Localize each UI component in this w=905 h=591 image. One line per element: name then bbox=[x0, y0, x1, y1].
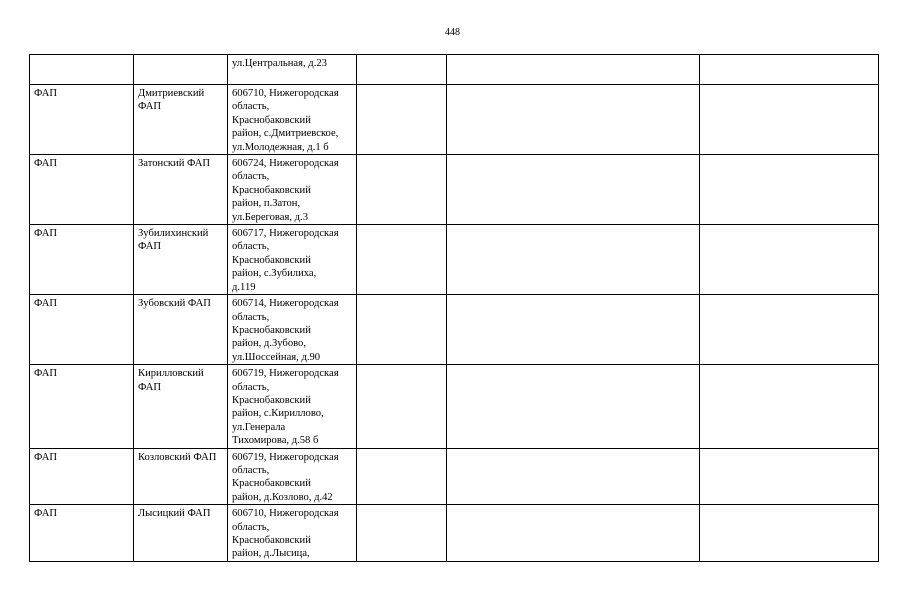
address-line: район, д.Козлово, д.42 bbox=[232, 491, 333, 503]
cell-address bbox=[228, 85, 357, 155]
address-line: область, bbox=[232, 464, 270, 476]
cell-empty bbox=[447, 225, 700, 295]
address-line: Тихомирова, д.58 б bbox=[232, 435, 319, 447]
cell-empty bbox=[700, 295, 879, 365]
address-line: Краснобаковский bbox=[232, 324, 311, 336]
cell-facility-name: Козловский ФАП bbox=[134, 448, 228, 505]
cell-empty bbox=[700, 448, 879, 505]
cell-facility-type bbox=[30, 55, 134, 85]
table-row bbox=[30, 55, 879, 85]
address-line: область, bbox=[232, 101, 270, 113]
address-line: Краснобаковский bbox=[232, 394, 311, 406]
address-line: д.119 bbox=[232, 281, 256, 293]
address-line: Краснобаковский bbox=[232, 535, 311, 546]
cell-facility-type: ФАП bbox=[30, 85, 134, 155]
cell-facility-type: ФАП bbox=[30, 365, 134, 448]
address-line: 606714, Нижегородская bbox=[232, 298, 339, 310]
cell-address bbox=[228, 365, 357, 448]
address-line: район, д.Зубово, bbox=[232, 338, 306, 350]
table-body bbox=[30, 55, 879, 562]
cell-empty bbox=[447, 155, 700, 225]
cell-facility-type: ФАП bbox=[30, 505, 134, 562]
page-number: 448 bbox=[445, 27, 460, 38]
cell-empty bbox=[447, 448, 700, 505]
table-row bbox=[30, 505, 879, 562]
cell-address bbox=[228, 295, 357, 365]
address-line: ул.Центральная, д.23 bbox=[232, 58, 327, 69]
cell-empty bbox=[447, 365, 700, 448]
address-line: Краснобаковский bbox=[232, 184, 311, 196]
cell-facility-name: Лысицкий ФАП bbox=[134, 505, 228, 562]
address-line: ул.Генерала bbox=[232, 421, 286, 433]
cell-address bbox=[228, 505, 357, 562]
address-line: район, с.Дмитриевское, bbox=[232, 128, 339, 140]
address-line: ул.Береговая, д.3 bbox=[232, 211, 308, 223]
address-line: область, bbox=[232, 381, 270, 393]
cell-facility-name: Дмитриевский ФАП bbox=[134, 85, 228, 155]
cell-empty bbox=[357, 295, 447, 365]
cell-facility-type: ФАП bbox=[30, 448, 134, 505]
cell-empty bbox=[700, 365, 879, 448]
cell-facility-name bbox=[134, 55, 228, 85]
cell-empty bbox=[357, 225, 447, 295]
address-line: район, с.Зубилиха, bbox=[232, 268, 317, 280]
address-line: ул.Молодежная, д.1 б bbox=[232, 141, 329, 153]
address-line: область, bbox=[232, 311, 270, 323]
address-line: 606719, Нижегородская bbox=[232, 451, 339, 463]
address-line: 606710, Нижегородская bbox=[232, 88, 339, 99]
cell-empty bbox=[357, 505, 447, 562]
address-line: район, д.Лысица, bbox=[232, 548, 310, 560]
address-line: 606710, Нижегородская bbox=[232, 508, 339, 520]
cell-address bbox=[228, 155, 357, 225]
cell-empty bbox=[447, 55, 700, 85]
table-row bbox=[30, 155, 879, 225]
cell-empty bbox=[700, 505, 879, 562]
cell-empty bbox=[700, 55, 879, 85]
cell-empty bbox=[357, 448, 447, 505]
facilities-table bbox=[29, 54, 879, 562]
table-row bbox=[30, 365, 879, 448]
address-line: 606724, Нижегородская bbox=[232, 158, 339, 170]
table-row bbox=[30, 448, 879, 505]
address-line: Краснобаковский bbox=[232, 478, 311, 490]
address-line: область, bbox=[232, 521, 270, 533]
cell-facility-name: Зубовский ФАП bbox=[134, 295, 228, 365]
address-line: 606719, Нижегородская bbox=[232, 368, 339, 380]
cell-empty bbox=[700, 85, 879, 155]
table-row bbox=[30, 295, 879, 365]
cell-facility-type: ФАП bbox=[30, 295, 134, 365]
address-line: ул.Шоссейная, д.90 bbox=[232, 351, 321, 363]
cell-facility-name: Кирилловский ФАП bbox=[134, 365, 228, 448]
cell-address bbox=[228, 448, 357, 505]
cell-facility-name: Зубилихинский ФАП bbox=[134, 225, 228, 295]
address-line: 606717, Нижегородская bbox=[232, 228, 339, 240]
cell-empty bbox=[357, 85, 447, 155]
cell-empty bbox=[700, 155, 879, 225]
cell-empty bbox=[357, 155, 447, 225]
address-line: район, п.Затон, bbox=[232, 198, 301, 210]
cell-facility-name: Затонский ФАП bbox=[134, 155, 228, 225]
cell-facility-type: ФАП bbox=[30, 225, 134, 295]
address-line: Краснобаковский bbox=[232, 114, 311, 126]
address-line: Краснобаковский bbox=[232, 254, 311, 266]
cell-empty bbox=[700, 225, 879, 295]
table-row bbox=[30, 85, 879, 155]
address-line: район, с.Кириллово, bbox=[232, 408, 324, 420]
cell-empty bbox=[447, 85, 700, 155]
cell-empty bbox=[357, 365, 447, 448]
cell-empty bbox=[447, 295, 700, 365]
address-line: область, bbox=[232, 171, 270, 183]
cell-address bbox=[228, 225, 357, 295]
cell-address bbox=[228, 55, 357, 85]
table-row bbox=[30, 225, 879, 295]
cell-empty bbox=[357, 55, 447, 85]
address-line: область, bbox=[232, 241, 270, 253]
cell-empty bbox=[447, 505, 700, 562]
cell-facility-type: ФАП bbox=[30, 155, 134, 225]
